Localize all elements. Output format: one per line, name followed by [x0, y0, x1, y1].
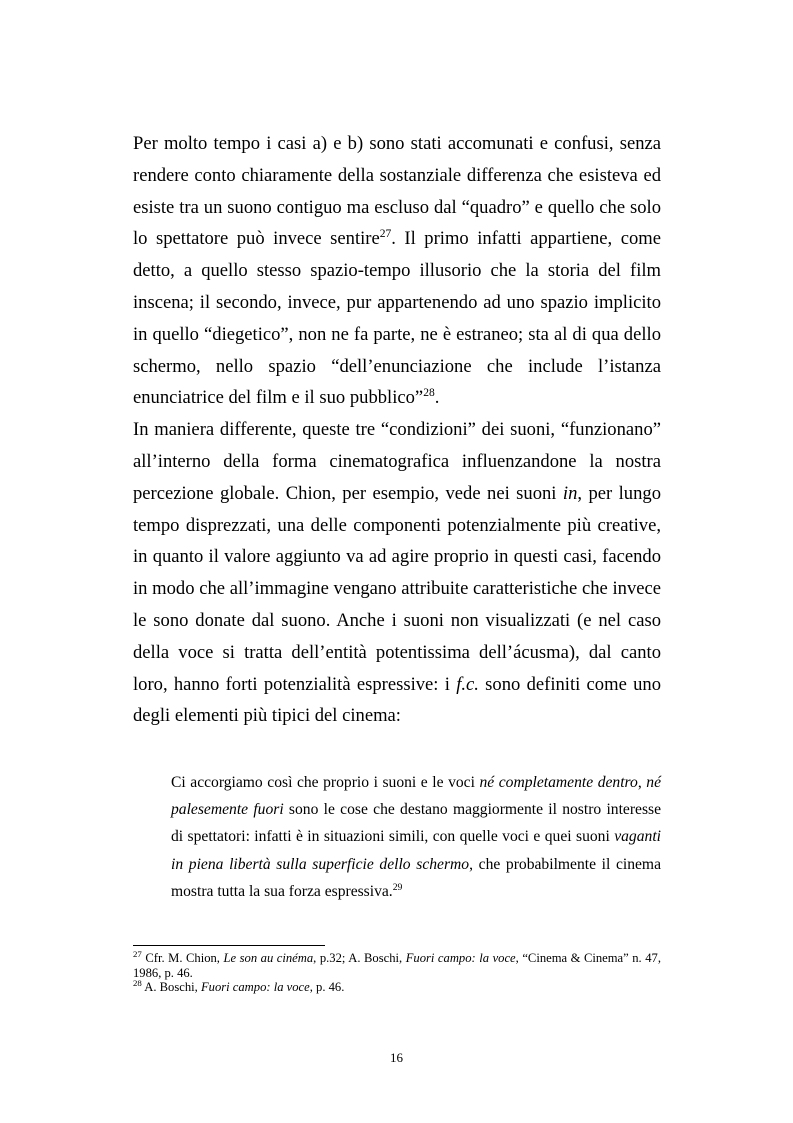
footnote-italic: Fuori campo: la voce [405, 951, 516, 965]
paragraph-1 [133, 128, 661, 414]
footnote-ref-28[interactable]: 28 [423, 387, 435, 400]
quote-text-a: Ci accorgiamo così che proprio i suoni e le voci [171, 774, 480, 791]
paragraph-2-italic-in: in [562, 482, 578, 504]
footnote-italic: Le son au cinéma [223, 951, 314, 965]
paragraph-2-italic-fc: f.c. [456, 673, 479, 695]
page-number: 16 [390, 1050, 403, 1065]
footnote-text: Cfr. M. Chion, [141, 951, 224, 965]
quote-paragraph [171, 769, 661, 905]
footnote-text: , p.32; A. Boschi, [313, 951, 406, 965]
footnote-ref-29[interactable]: 29 [392, 881, 403, 893]
paragraph-2-text-c: sono definiti come uno degli elementi più tipici del cinema: [133, 673, 661, 727]
paragraph-1-text-c: . [434, 387, 440, 409]
paragraph-2-text-a: In maniera differente, queste tre “condizioni” dei suoni, “funzionano” all’interno della forma cinematografica influenzandone la nostra percezione globale. Chion, per esempio, vede nei suoni [133, 419, 661, 504]
footnote-number: 27 [133, 948, 142, 959]
quote-text-d: , che probabilmente il cinema mostra tutta la sua forza espressiva. [171, 855, 661, 900]
quote-text-c: sono le cose che destano maggiormente il nostro interesse di spettatori: infatti è in situazioni simili, con quelle voci e quei suoni [171, 801, 662, 846]
footnote-27 [133, 948, 661, 980]
quote-text-b: , [637, 774, 647, 791]
footnote-text: , “Cinema & Cinema” n. 47, 1986, p. 46. [133, 951, 661, 980]
quote-italic-b: né palesemente fuori [171, 774, 661, 819]
quote-italic-c: vaganti in piena libertà sulla superficie dello schermo [171, 828, 661, 873]
paragraph-2 [133, 414, 661, 732]
footnote-text: A. Boschi, [141, 980, 201, 995]
footnote-italic: Fuori campo: la voce [200, 980, 310, 995]
footnote-text: , p. 46. [309, 980, 345, 995]
paragraph-2-text-b: , per lungo tempo disprezzati, una delle componenti potenzialmente più creative, in quanto il valore aggiunto va ad agire proprio in questi casi, facendo in modo che all’immagine vengano attribuite caratteristiche che invece le sono donate dal suono. Anche i suoni non visualizzati (e nel caso della voce si tratta dell’entità potentissima dell’ácusma), dal canto loro, hanno forti potenzialità espressive: i [133, 482, 661, 695]
paragraph-1-text-b: . Il primo infatti appartiene, come detto, a quello stesso spazio-tempo illusorio che la storia del film inscena; il secondo, invece, pur appartenendo ad uno spazio implicito in quello “diegetico”, non ne fa parte, ne è estraneo; sta al di qua dello schermo, nello spazio “dell’enunciazione che include l’istanza enunciatrice del film e il suo pubblico” [133, 228, 661, 409]
footnote-28 [133, 980, 661, 995]
block-quote [171, 769, 661, 905]
footnote-number: 28 [133, 978, 142, 988]
footnote-separator [133, 945, 325, 946]
footnotes [133, 948, 661, 995]
main-text [133, 128, 661, 732]
quote-italic-a: né completamente dentro [479, 774, 638, 791]
paragraph-1-text-a: Per molto tempo i casi a) e b) sono stati accomunati e confusi, senza rendere conto chiaramente della sostanziale differenza che esisteva ed esiste tra un suono contiguo ma escluso dal “quadro” e quello che solo lo spettatore può invece sentire [133, 133, 661, 250]
footnote-ref-27[interactable]: 27 [379, 228, 392, 241]
